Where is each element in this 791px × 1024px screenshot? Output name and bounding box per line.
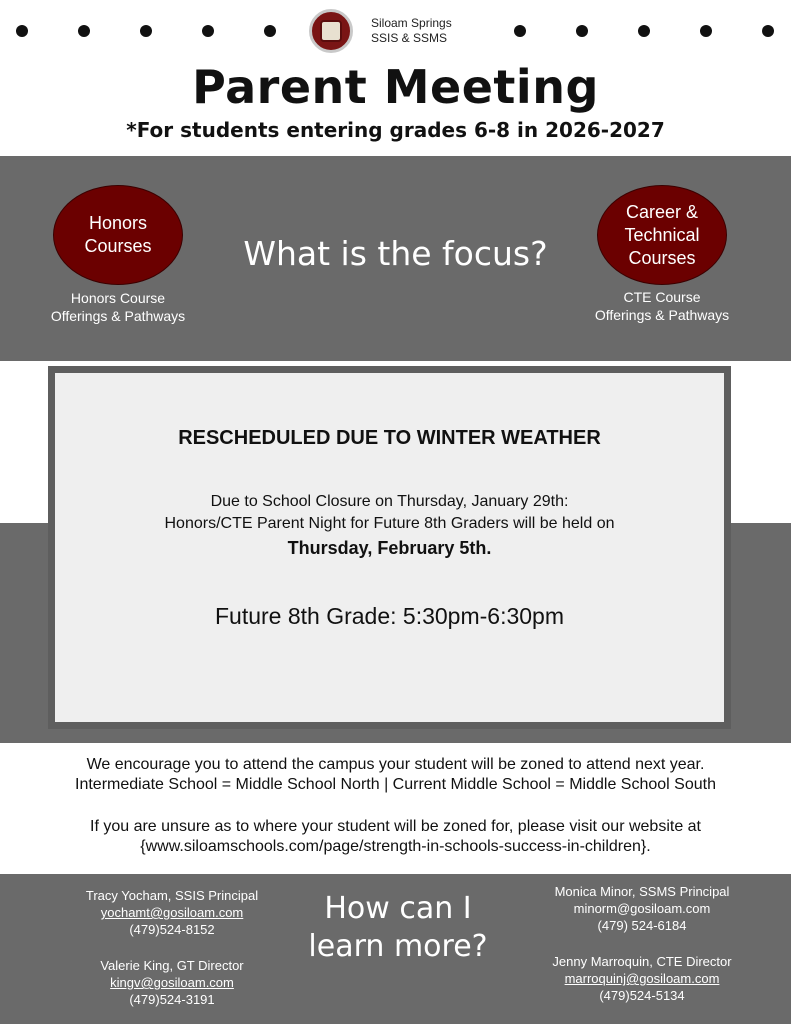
bullet-dot-icon [514, 25, 526, 37]
contact-email-link[interactable]: kingv@gosiloam.com [110, 975, 234, 990]
page-title: Parent Meeting [192, 60, 599, 114]
contact-email-link[interactable]: yochamt@gosiloam.com [100, 905, 244, 920]
focus-question: What is the focus? [243, 234, 548, 273]
bullet-dot-icon [140, 25, 152, 37]
reschedule-notice [48, 366, 731, 729]
info-line: If you are unsure as to where your student will be zoned for, please visit our website at [90, 818, 701, 835]
contact-email-link[interactable]: marroquinj@gosiloam.com [564, 971, 720, 986]
cte-courses-oval: Career & Technical Courses [597, 185, 727, 285]
bullet-dot-icon [264, 25, 276, 37]
info-line: We encourage you to attend the campus your student will be zoned to attend next year. [86, 756, 705, 773]
contact-name: Tracy Yocham, SSIS Principal [85, 888, 259, 903]
school-seal-icon [309, 9, 353, 53]
bullet-dot-icon [16, 25, 28, 37]
bullet-dot-icon [78, 25, 90, 37]
honors-caption: Honors Course Offerings & Pathways [50, 290, 186, 324]
contact-name: Valerie King, GT Director [100, 958, 244, 973]
honors-courses-oval: Honors Courses [53, 185, 183, 285]
contact-card [62, 887, 282, 938]
contact-phone: (479) 524-6184 [597, 918, 687, 933]
notice-line: Honors/CTE Parent Night for Future 8th Graders will be held on [164, 515, 615, 532]
bullet-dot-icon [576, 25, 588, 37]
focus-band [0, 156, 791, 361]
page-subtitle: *For students entering grades 6-8 in 2026-2027 [126, 118, 665, 142]
bullet-dot-icon [638, 25, 650, 37]
bullet-dot-icon [700, 25, 712, 37]
contact-name: Jenny Marroquin, CTE Director [552, 954, 732, 969]
website-link[interactable]: {www.siloamschools.com/page/strength-in-schools-success-in-children}. [140, 838, 651, 855]
cte-caption: CTE Course Offerings & Pathways [594, 289, 730, 323]
contact-card [532, 883, 752, 934]
notice-heading: RESCHEDULED DUE TO WINTER WEATHER [178, 427, 601, 449]
notice-line: Due to School Closure on Thursday, January 29th: [210, 493, 569, 510]
info-line: Intermediate School = Middle School North | Current Middle School = Middle School South [75, 776, 716, 793]
contact-card [532, 953, 752, 1004]
school-name: Siloam Springs SSIS & SSMS [371, 16, 452, 45]
contact-name: Monica Minor, SSMS Principal [554, 884, 730, 899]
notice-time: Future 8th Grade: 5:30pm-6:30pm [214, 603, 565, 629]
contact-phone: (479)524-3191 [129, 992, 215, 1007]
learn-more-heading: How can I learn more? [308, 891, 488, 964]
contact-phone: (479)524-5134 [599, 988, 685, 1003]
bullet-dot-icon [202, 25, 214, 37]
notice-date: Thursday, February 5th. [287, 538, 492, 558]
contact-card [62, 957, 282, 1008]
contact-phone: (479)524-8152 [129, 922, 215, 937]
header [0, 0, 791, 156]
contact-email: minorm@gosiloam.com [573, 901, 711, 916]
contact-band [0, 874, 791, 1024]
bullet-dot-icon [762, 25, 774, 37]
